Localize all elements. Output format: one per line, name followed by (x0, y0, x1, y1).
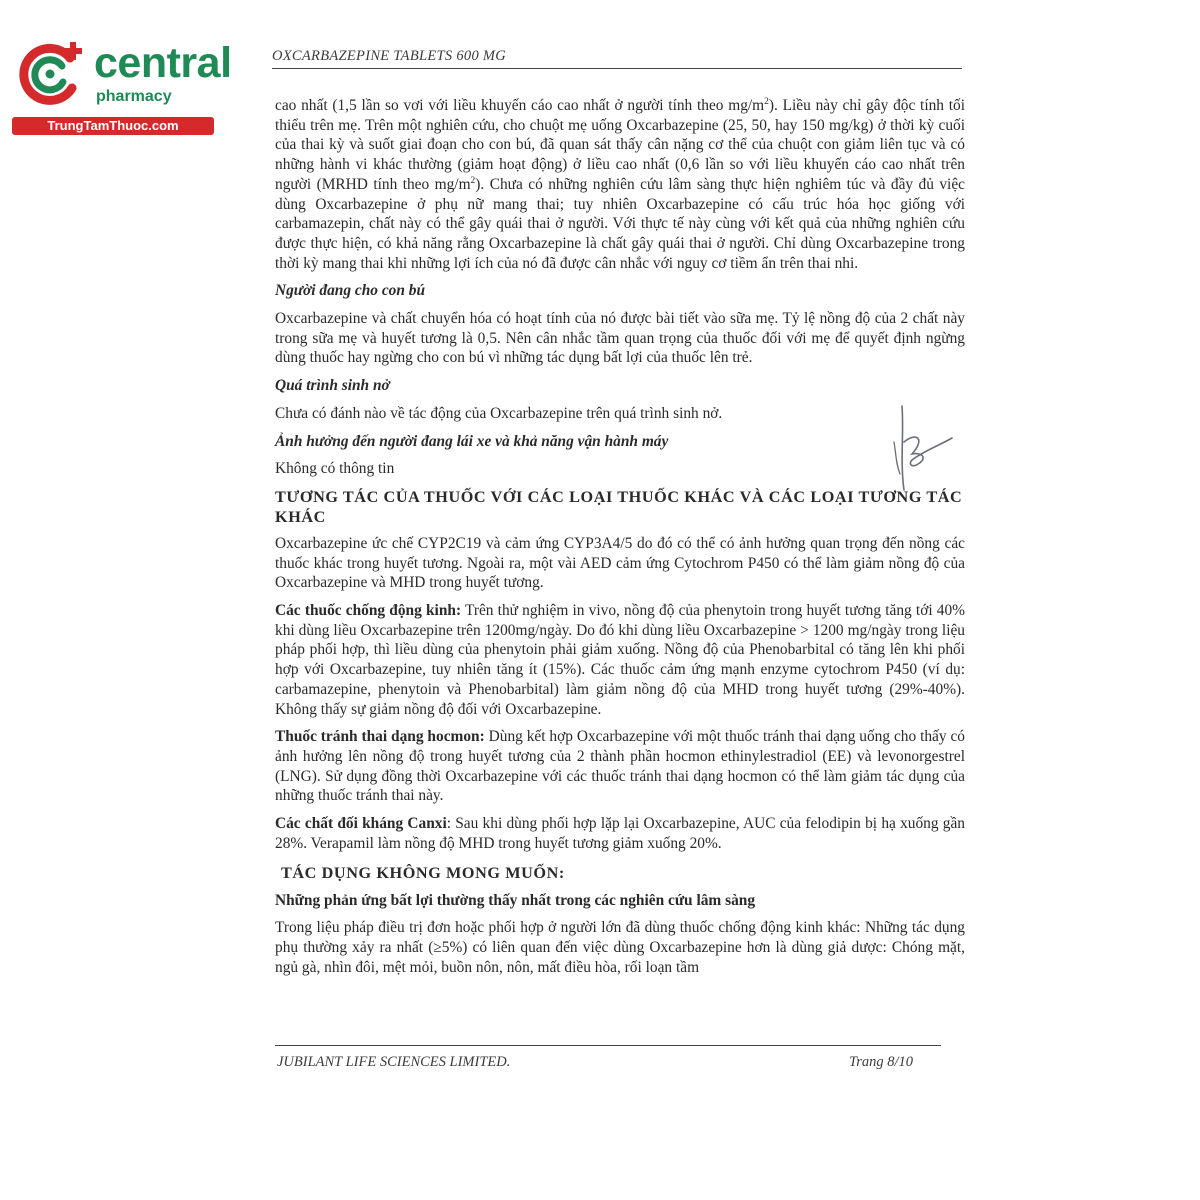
superscript: 2 (470, 175, 476, 186)
page-number: Trang 8/10 (848, 1054, 913, 1070)
lead-calcium: Các chất đối kháng Canxi (275, 815, 447, 833)
paragraph-text: Trên thử nghiệm in vivo, nồng độ của phenytoin trong huyết tương tăng tới 40% khi dùng liều Oxcarbazepine trên 1200mg/ngày. Do đó khi dùng liều Oxcarbazepine > 1200 mg/ngày trong liệu pháp phối hợp, thì liều dùng của phenytoin phải giảm xuống. Nồng độ của Phenobarbital có tăng lên khi phối hợp với Oxcarbazepine, tuy nhiên tăng ít (15%). Các thuốc cảm ứng mạnh enzyme cytochrom P450 (ví dụ: carbamazepine, phenytoin và Phenobarbital) làm giảm nồng độ của MHD trong huyết tương (29%-40%). Không thấy sự giảm nồng độ đối với Oxcarbazepine. (275, 602, 966, 718)
signature-mark (882, 402, 954, 494)
paragraph-fertility: Chưa có đánh nào về tác động của Oxcarbazepine trên quá trình sinh nở. (275, 404, 723, 422)
document-footer (275, 1045, 941, 1070)
paragraph-text: cao nhất (1,5 lần so vơi với liều khuyến cáo cao nhất ở người tính theo mg/m (275, 97, 765, 114)
paragraph-calcium (275, 814, 965, 853)
brand-logo (8, 34, 232, 139)
superscript: 2 (764, 96, 769, 107)
brand-name: central (94, 39, 232, 87)
paragraph-contraceptive (275, 727, 965, 806)
lead-contraceptive: Thuốc tránh thai dạng hocmon: (275, 728, 485, 746)
paragraph-text: : Sau khi dùng phối hợp lặp lại Oxcarbazepine, AUC của felodipin bị hạ xuống gần 28%. Verapamil làm nồng độ MHD trong huyết tương giảm xuống 20%. (275, 815, 966, 852)
heading-breastfeeding: Người đang cho con bú (275, 282, 426, 300)
pharmacy-cross-icon (10, 38, 88, 108)
footer-company: JUBILANT LIFE SCIENCES LIMITED. (277, 1054, 511, 1070)
paragraph-adverse: Trong liệu pháp điều trị đơn hoặc phối hợp ở người lớn đã dùng thuốc chống động kinh khác: Những tác dụng phụ thường xảy ra nhất (≥5%) có liên quan đến việc dùng Oxcarbazepine hơn là dùng giả dược: Chóng mặt, ngủ gà, nhìn đôi, mệt mỏi, buồn nôn, nôn, mất điều hòa, rối loạn tầm (275, 919, 965, 976)
brand-subtitle: pharmacy (96, 88, 172, 105)
paragraph-text: ). Liều này chỉ gây độc tính tối thiểu trên mẹ. Trên một nghiên cứu, cho chuột mẹ uống Oxcarbazepine (25, 50, hay 150 mg/kg) ở thời kỳ cuối của thai kỳ và suốt giai đoạn cho con bú, đã quan sát thấy cân nặng cơ thể của chuột con giảm liên tục và có những hành vi khác thường (giảm hoạt động) ở liều cao nhất (0,6 lần so với liều khuyến cáo cao nhất trên người (MRHD tính theo mg/m (275, 97, 965, 193)
paragraph-pregnancy (275, 96, 965, 273)
section-adverse-effects: TÁC DỤNG KHÔNG MONG MUỐN: (281, 863, 565, 882)
subheading-adverse: Những phản ứng bất lợi thường thấy nhất trong các nghiên cứu lâm sàng (275, 891, 756, 909)
lead-antiepileptic: Các thuốc chống động kinh: (275, 602, 462, 620)
paragraph-breastfeeding: Oxcarbazepine và chất chuyển hóa có hoạt tính của nó được bài tiết vào sữa mẹ. Tỷ lệ nồng độ của 2 chất này trong sữa mẹ và huyết tương là 0,5. Nên cân nhắc tầm quan trọng của thuốc đối với mẹ để quyết định ngừng dùng thuốc hay ngừng cho con bú vì những tác dụng bất lợi của thuốc lên trẻ. (275, 310, 965, 367)
paragraph-text: Dùng kết hợp Oxcarbazepine với một thuốc tránh thai dạng uống cho thấy có ảnh hưởng lên nồng độ trong huyết tương của 2 thành phần hocmon ethinylestradiol (EE) và levonorgestrel (LNG). Sử dụng đồng thời Oxcarbazepine với các thuốc tránh thai dạng hocmon có thể làm giảm tác dụng của những thuốc tránh thai này. (275, 728, 966, 805)
paragraph-text: ). Chưa có những nghiên cứu lâm sàng thực hiện nghiêm túc và đầy đủ việc dùng Oxcarbazepine ở phụ nữ mang thai; tuy nhiên Oxcarbazepine có cấu trúc hóa học giống với carbamazepin, chất này có thể gây quái thai ở người. Với thực tế này cùng với kết quả của những nghiên cứu được thực hiện, có khả năng rằng Oxcarbazepine là chất gây quái thai ở người. Chỉ dùng Oxcarbazepine trong thời kỳ mang thai khi những lợi ích của nó đã được cân nhắc với nguy cơ tiềm ẩn trên thai nhi. (275, 175, 965, 272)
document-header: OXCARBAZEPINE TABLETS 600 MG (272, 48, 962, 69)
paragraph-interactions: Oxcarbazepine ức chế CYP2C19 và cảm ứng CYP3A4/5 do đó có thể có ảnh hưởng quan trọng đến nồng các thuốc khác trong huyết tương. Ngoài ra, một vài AED cảm ứng Cytochrom P450 có thể làm giảm nồng độ của Oxcarbazepine và MHD trong huyết tương. (275, 534, 965, 592)
document-body (275, 96, 965, 977)
heading-fertility: Quá trình sinh nở (275, 377, 390, 395)
heading-driving: Ảnh hưởng đến người đang lái xe và khả năng vận hành máy (275, 432, 669, 450)
paragraph-antiepileptic (275, 601, 965, 719)
brand-url: TrungTamThuoc.com (12, 117, 214, 135)
section-interactions: TƯƠNG TÁC CỦA THUỐC VỚI CÁC LOẠI THUỐC KHÁC VÀ CÁC LOẠI TƯƠNG TÁC KHÁC (275, 487, 963, 526)
paragraph-driving: Không có thông tin (275, 460, 395, 478)
